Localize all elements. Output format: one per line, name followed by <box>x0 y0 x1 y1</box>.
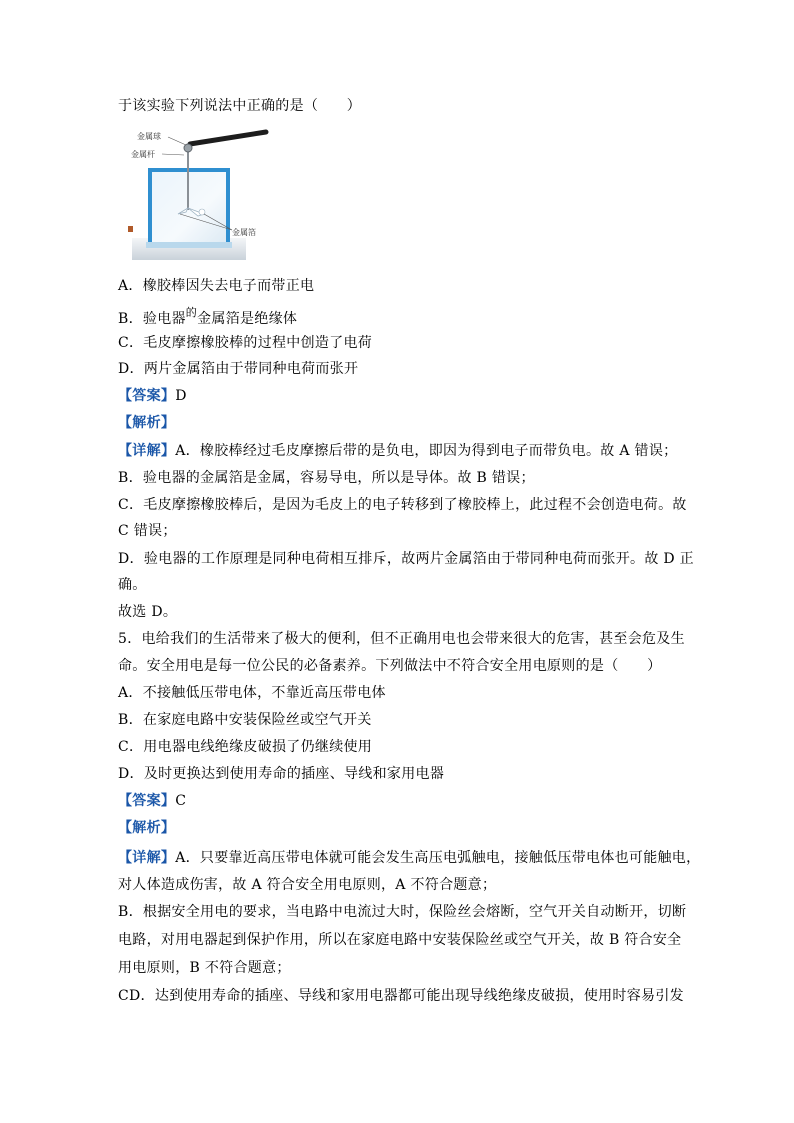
rubber-rod <box>190 132 266 144</box>
q4-option-b: B．验电器$^的$金属箔是绝缘体 <box>118 306 298 327</box>
q4-option-a: A．橡胶棒因失去电子而带正电 <box>118 278 315 294</box>
q4-answer: 【答案】D <box>118 388 187 404</box>
label-metal-foil: 金属箔 <box>232 228 256 237</box>
q5-stem-line1: 5．电给我们的生活带来了极大的便利，但不正确用电也会带来很大的危害，甚至会危及生 <box>118 631 685 647</box>
q5-option-c: C．用电器电线绝缘皮破损了仍继续使用 <box>118 739 373 755</box>
q5-option-d: D．及时更换达到使用寿命的插座、导线和家用电器 <box>118 766 445 782</box>
q4-detail-d-line2: 确。 <box>118 577 147 593</box>
q4-detail-c-line2: C 错误； <box>118 523 177 539</box>
q5-stem-line2: 命。安全用电是每一位公民的必备素养。下列做法中不符合安全用电原则的是（ ） <box>118 658 662 674</box>
q4-stem-tail: 于该实验下列说法中正确的是（ ） <box>118 98 362 114</box>
metal-ball <box>184 144 192 152</box>
q4-detail-b: B．验电器的金属箔是金属，容易导电，所以是导体。故 B 错误； <box>118 470 535 486</box>
q5-detail-a-line2: 对人体造成伤害，故 A 符合安全用电原则，A 不符合题意； <box>118 877 497 893</box>
q4-analysis-heading: 【解析】 <box>118 415 176 431</box>
q4-option-d: D．两片金属箔由于带同种电荷而张开 <box>118 361 359 377</box>
electroscope-figure <box>128 128 270 263</box>
q5-detail-b-line1: B．根据安全用电的要求，当电路中电流过大时，保险丝会熔断，空气开关自动断开，切断 <box>118 904 687 920</box>
q5-detail-b-line2: 电路，对用电器起到保护作用，所以在家庭电路中安装保险丝或空气开关，故 B 符合安全 <box>118 932 682 948</box>
q5-detail-b-line3: 用电原则，B 不符合题意； <box>118 960 291 976</box>
q4-detail-c-line1: C．毛皮摩擦橡胶棒后，是因为毛皮上的电子转移到了橡胶棒上，此过程不会创造电荷。故 <box>118 497 687 513</box>
q4-detail-d-line1: D．验电器的工作原理是同种电荷相互排斥，故两片金属箔由于带同种电荷而张开。故 D 正 <box>118 551 694 567</box>
q5-detail-a-line1: 【详解】A．只要靠近高压带电体就可能会发生高压电弧触电，接触低压带电体也可能触电， <box>118 850 701 866</box>
q5-option-a: A．不接触低压带电体，不靠近高压带电体 <box>118 685 386 701</box>
q5-option-b: B．在家庭电路中安装保险丝或空气开关 <box>118 712 372 728</box>
label-metal-rod: 金属杆 <box>131 150 155 159</box>
q5-detail-cd-line1: CD．达到使用寿命的插座、导线和家用电器都可能出现导线绝缘皮破损，使用时容易引发 <box>118 988 684 1004</box>
q4-conclusion: 故选 D。 <box>118 604 178 620</box>
q5-analysis-heading: 【解析】 <box>118 820 176 836</box>
q4-detail-a: 【详解】A．橡胶棒经过毛皮摩擦后带的是负电，即因为得到电子而带负电。故 A 错误； <box>118 443 678 459</box>
q4-option-c: C．毛皮摩擦橡胶棒的过程中创造了电荷 <box>118 335 373 351</box>
label-metal-ball: 金属球 <box>137 132 161 141</box>
q5-answer: 【答案】C <box>118 793 187 809</box>
